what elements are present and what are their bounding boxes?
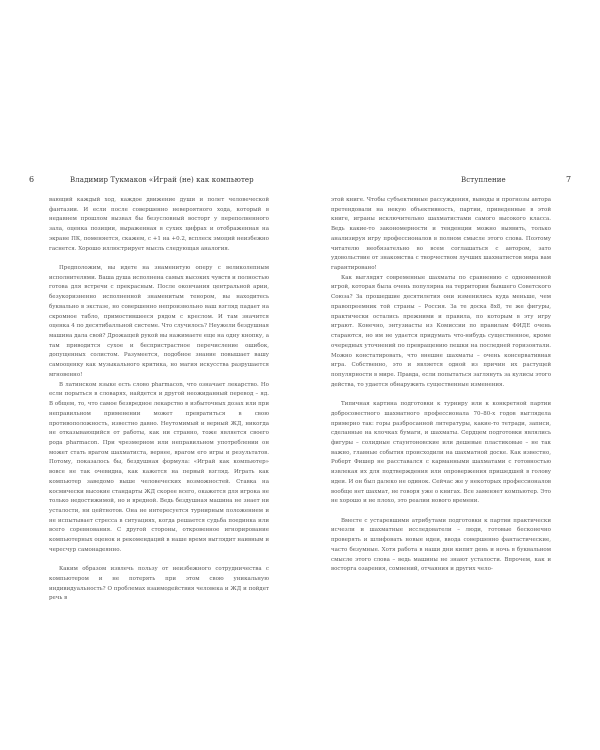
- paragraph: Предположим, вы идете на знаменитую оперу с великолепным исполнителями. Ваша душа исполнена самых высоких чувств и полностью готова для встречи с прекрасным. После окончания центральной арии, безукоризненно исполненной знаменитым тенором, вы находитесь буквально в экстазе, но совершенно непроизвольно ваш взгляд падает на скромное табло, примостившееся рядом с креслом. И там значится оценка 4 по десятибалльной системе. Что случилось? Неужели бездушная машина дала свой? Дрожащей рукой вы нажимаете еще на одну кнопку, а там приводится сухое и беспристрастное перечисление ошибок, допущенных солистом. Разумеется, подобное знание повышает вашу самооценку как музыкального критика, но магия искусства разрушается мгновенно!: [49, 265, 269, 378]
- text-column: [331, 196, 551, 575]
- running-head: Вступление: [461, 176, 506, 184]
- paragraph: Как выглядят современные шахматы по сравнению с одноименной игрой, которая была очень популярна на территории бывшего Советского Союза? За прошедшие десятилетия они изменились куда меньше, чем правопреемник той страны – Россия. За те доска 8х8, те же фигуры, практически остались прежними и правила, по которым в эту игру играют. Конечно, энтузиасты из Комиссии по правилам ФИДЕ очень стараются, но им не удается придумать что-нибудь существенное, кроме очередных уточнений по превращению пешки на последней горизонтали. Можно констатировать, что внешне шахматы – очень консервативная игра. Собственно, это и является одной из причин их растущей популярности в мире. Правда, если попытаться заглянуть за кулисы этого действа, то удается обнаружить существенные изменения.: [331, 274, 551, 388]
- paragraph: этой книге. Чтобы субъективные рассуждения, выводы и прогнозы автора претендовали на некую объективность, партии, приведенные в этой книге, играны исключительно шахматистами самого высокого класса. Ведь какие-то закономерности и тенденции можно выявить, только анализируя игру профессионалов в полном смысле этого слова. Поэтому читателю необязательно во всем соглашаться с автором, зато удовольствие от знакомства с творчеством лучших шахматистов мира вам гарантировано!: [331, 197, 551, 272]
- paragraph: Типичная картина подготовки к турниру или к конкретной партии добросовестного шахматного профессионала 70–80-х годов выглядела примерно так: горы разбросанной литературы, какие-то тетради, записи, сделанные на клочках бумаги, и шахматы. Сердцем подготовки являлись фигуры – солидные стаунтоновские или дешевые пластиковые – не так важно, главные события происходили на шахматной доске. Как известно, Роберт Фишер не расставался с карманными шахматами с готовностью извлекая их для подтверждения или опровержения пришедшей в голову идеи. И он был далеко не одинок. Сейчас же у некоторых профессионалов вообще нет шахмат, не говоря уже о книгах. Все заменяет компьютер. Это не хорошо и не плохо, это реалии нового времени.: [331, 401, 551, 505]
- paragraph: вающий каждый ход, каждое движение души и полет человеческой фантазии. И если после совершенно невероятного хода, который в недавнем прошлом вызвал бы безусловный восторг у переполненного зала, оценка позиции, выраженная в сухих цифрах и отображенная на экране ПК, поменяется, скажем, с +1 на +0.2, всплеск эмоций неизбежно гаснется. Хорошо иллюстрирует мысль следующая аналогия.: [49, 197, 269, 252]
- right-page: [300, 0, 600, 750]
- paragraph: Вместе с устаревшими атрибутами подготовки к партии практически исчезли и шахматные исследователи – люди, готовые бесконечно проверять и шлифовать новые идеи, ввода совершенно фантастические, часто безумные. Хотя работа в наши дни кипит день и ночь в буквальном смысле этого слова – ведь машины не знают усталости. Впрочем, как и восторга озарения, сомнений, отчаяния и других чело-: [331, 517, 551, 573]
- text-column: [49, 196, 269, 604]
- page-number: 6: [29, 175, 35, 184]
- paragraph: Каким образом извлечь пользу от неизбежного сотрудничества с компьютером и не потерять при этом свою уникальную индивидуальность? О проблемах взаимодействия человека и ЖД и пойдет речь в: [49, 566, 269, 602]
- paragraph: В латинском языке есть слово pharmacon, что означает лекарство. Но если порыться в словарях, найдется и другой неожиданный перевод – яд. В общем, то, что самое безвредное лекарство в избыточных дозах или при неправильном применении может превратиться в свою противоположность, известно давно. Неутомимый и верный ЖД, никогда не отказывающийся от работы, как ни странно, тоже является своего рода pharmacon. При чрезмерном или неправильном употреблении он может стать врагом шахматиста, вернее, врагом его игры и результатов. Потому, показалось бы, бездушная формула: «Играй как компьютер» вовсе не так очевидна, как кажется на первый взгляд. Играть как компьютер заведомо выше человеческих возможностей. Ставка на космически высокие стандарты ЖД скорее всего, окажется для игрока не только недостижимой, но и вредной. Ведь бездушная машина не знает ни усталости, ни цейтнотов. Она не интересуется турнирным положением и не испытывает стресса в ситуациях, когда решается судьба поединка или всего соревнования. С другой стороны, откровенное игнорирование компьютерных оценок и рекомендаций в наше время выглядит наивным и чересчур самонадеянно.: [49, 381, 269, 553]
- running-head: Владимир Тукмаков «Играй (не) как компьютер: [70, 176, 254, 184]
- page-number: 7: [566, 175, 572, 184]
